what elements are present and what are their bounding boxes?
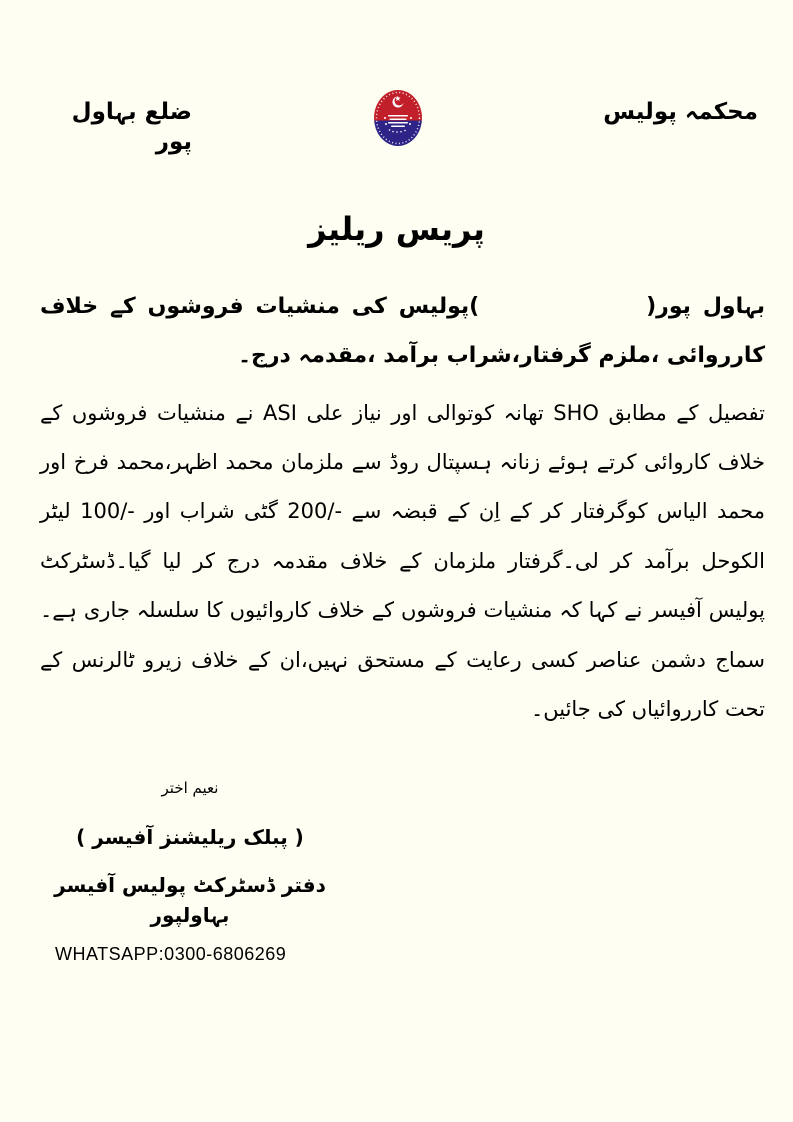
district-label: ضلع بہاول پور	[71, 99, 192, 155]
department-label: محکمہ پولیس	[603, 99, 758, 125]
signature-block	[40, 776, 340, 930]
signer-name: نعیم اختر	[161, 779, 219, 798]
whatsapp-contact: WHATSAPP:0300-6806269	[55, 944, 287, 965]
police-badge-logo	[373, 88, 423, 148]
header	[0, 0, 793, 158]
police-badge-icon	[373, 88, 423, 148]
signer-designation: ( پبلک ریلیشنز آفیسر )	[76, 825, 304, 850]
body-paragraph: تفصیل کے مطابق SHO تھانہ کوتوالی اور نیاز علی ASI نے منشیات فروشوں کے خلاف کاروائی کرتے ہوئے زنانہ ہسپتال روڈ سے ملزمان محمد اظہر،محمد فرخ اور محمد الیاس کوگرفتار کر کے اِن کے قبضہ سے -/200 گٹی شراب اور -/100 لیٹر الکوحل برآمد کر لی۔گرفتار ملزمان کے خلاف مقدمہ درج کر لیا گیا۔ڈسٹرکٹ پولیس آفیسر نے کہا کہ منشیات فروشوں کے خلاف کاروائیوں کا سلسلہ جاری ہے۔سماج دشمن عناصر کسی رعایت کے مستحق نہیں،ان کے خلاف زیرو ٹالرنس کے تحت کارروائیاں کی جائیں۔	[40, 400, 765, 721]
signer-office: دفتر ڈسٹرکٹ پولیس آفیسر بہاولپور	[54, 873, 326, 928]
headline: بہاول پور( )پولیس کی منشیات فروشوں کے خلاف کارروائی ،ملزم گرفتار،شراب برآمد ،مقدمہ درج۔	[40, 293, 765, 369]
press-release-title: پریس ریلیز	[308, 209, 485, 248]
